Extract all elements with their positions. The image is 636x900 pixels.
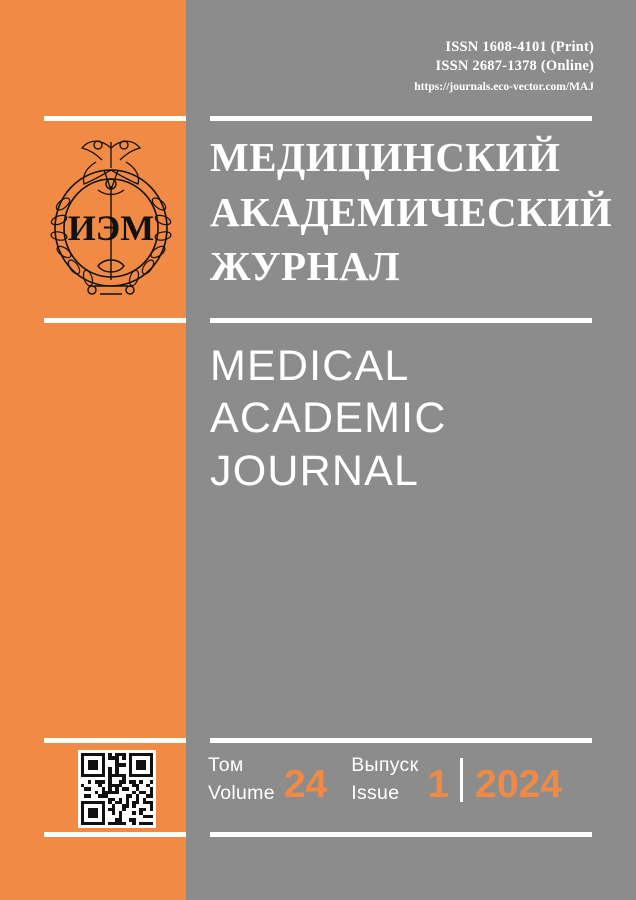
divider-rule-middle-left	[44, 318, 186, 323]
title-ru-line3: ЖУРНАЛ	[210, 243, 401, 290]
volume-label-ru: Том	[208, 754, 244, 776]
year-number: 2024	[475, 763, 562, 807]
volume-number: 24	[283, 763, 328, 807]
qr-code-icon[interactable]	[78, 750, 156, 828]
title-en-line3: JOURNAL	[210, 446, 420, 495]
title-ru-line1: МЕДИЦИНСКИЙ	[210, 134, 561, 180]
year-divider	[460, 758, 463, 802]
volume-label-en: Volume	[208, 781, 275, 804]
issue-number: 1	[427, 763, 450, 807]
volume-issue-year-block	[208, 752, 562, 807]
issue-label-en: Issue	[351, 781, 400, 804]
divider-rule-top-left	[44, 116, 186, 121]
issn-print: ISSN 1608-4101 (Print)	[445, 39, 594, 55]
title-en-line2: ACADEMIC	[210, 394, 447, 443]
divider-rule-footer-right	[210, 832, 592, 837]
title-ru-line2: АКАДЕМИЧЕСКИЙ	[210, 188, 613, 235]
divider-rule-middle-right	[210, 318, 592, 323]
volume-labels	[208, 752, 275, 807]
journal-title-russian	[210, 130, 613, 294]
divider-rule-bottom-left	[44, 738, 186, 743]
issn-online: ISSN 2687-1378 (Online)	[435, 57, 594, 74]
emblem-letters: ИЭМ	[67, 208, 155, 248]
divider-rule-bottom-right	[210, 738, 592, 743]
journal-title-english	[210, 340, 610, 497]
divider-rule-top-right	[210, 116, 592, 121]
issn-block	[414, 38, 594, 95]
journal-url[interactable]: https://journals.eco-vector.com/MAJ	[414, 81, 594, 94]
issue-label-ru: Выпуск	[351, 754, 419, 776]
divider-rule-footer-left	[44, 832, 186, 837]
title-en-line1: MEDICAL	[210, 342, 410, 390]
institute-emblem-icon	[36, 128, 186, 308]
issue-labels	[351, 752, 418, 807]
